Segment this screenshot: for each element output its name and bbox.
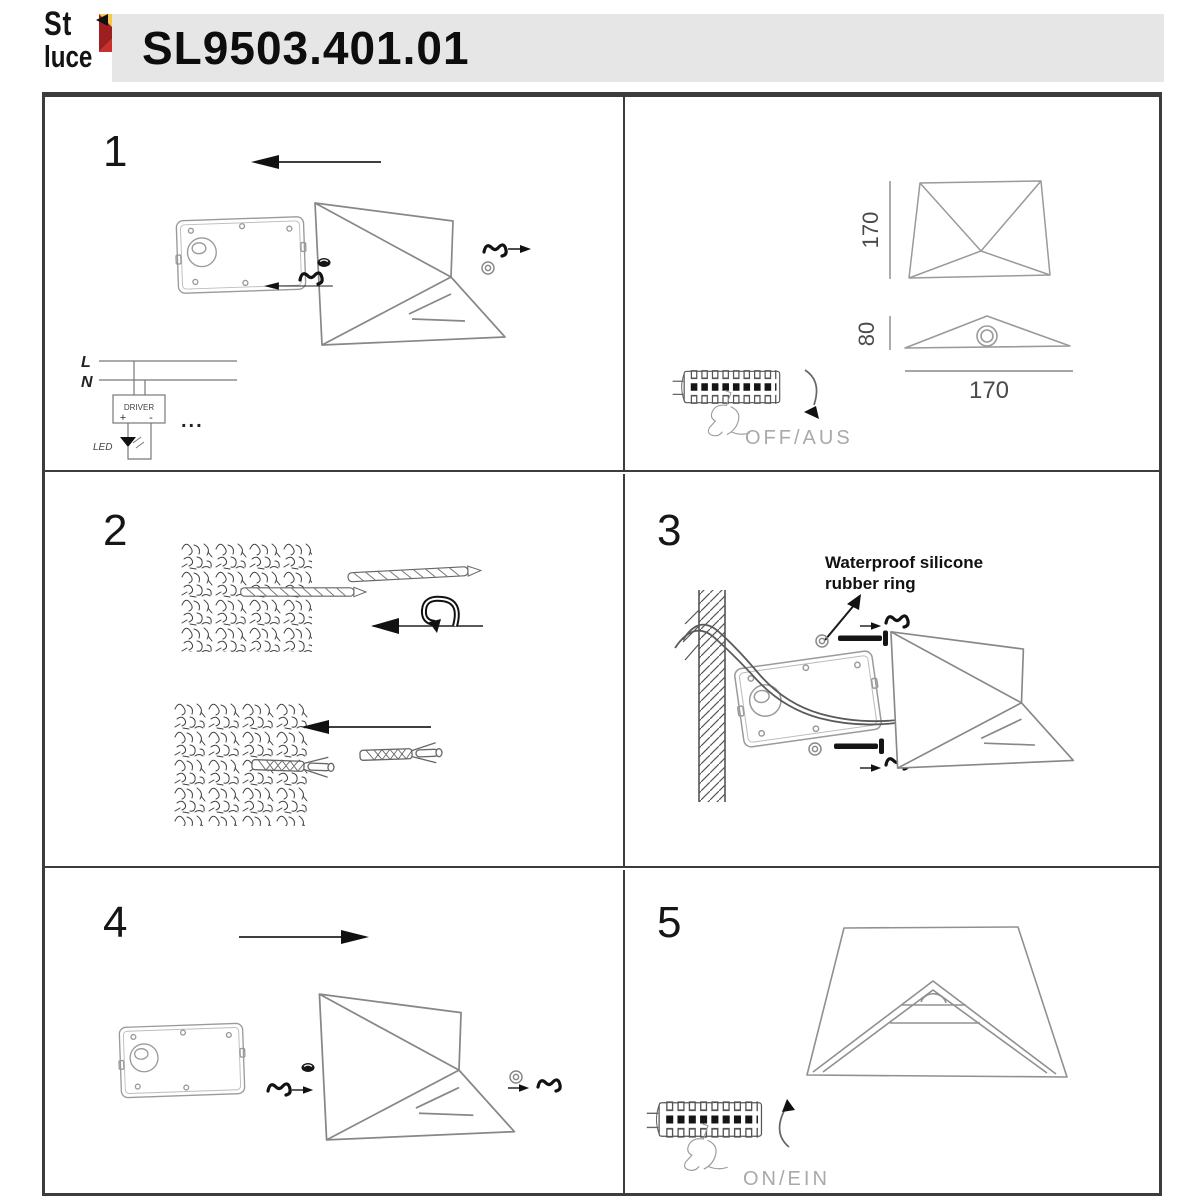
brand-logo-line1: St xyxy=(44,5,73,43)
silicone-ring-icon xyxy=(815,634,829,648)
screw-icon xyxy=(837,630,889,646)
lamp-body-side-view xyxy=(889,626,1081,772)
supply-lines xyxy=(99,361,237,380)
waterproof-note-line1: Waterproof silicone xyxy=(825,553,984,572)
brand-logo-line2: luce xyxy=(44,39,93,75)
panel-step-1 xyxy=(45,97,625,472)
dimension-line-width xyxy=(905,368,1073,374)
panel-dimensions xyxy=(625,97,1159,472)
title-bar xyxy=(112,14,1164,82)
off-label: OFF/AUS xyxy=(745,427,853,449)
brand-logo xyxy=(44,5,93,75)
arrow-right-small-icon xyxy=(507,243,533,255)
lamp-body-side-view xyxy=(317,988,523,1144)
product-code: SL9503.401.01 xyxy=(142,22,470,74)
wiring-diagram xyxy=(75,347,275,472)
step-number: 2 xyxy=(103,506,128,555)
nut-icon xyxy=(301,1062,315,1073)
step-number: 4 xyxy=(103,898,128,947)
step-number: 3 xyxy=(657,506,682,555)
on-label: ON/EIN xyxy=(743,1168,830,1190)
rotate-down-arrow-icon xyxy=(797,367,823,421)
wall-anchor xyxy=(357,740,446,767)
nut-icon xyxy=(317,257,331,268)
instruction-sheet xyxy=(42,92,1162,1196)
plus-label: + xyxy=(119,412,127,424)
screw-icon xyxy=(833,738,885,754)
dimension-width: 170 xyxy=(968,377,1010,404)
panel-step-4 xyxy=(45,870,625,1193)
arrow-right-small-icon xyxy=(291,1084,315,1096)
minus-label: - xyxy=(149,412,153,424)
wing-nut-icon xyxy=(535,1076,561,1094)
arrow-right-small-icon xyxy=(859,620,883,632)
silicone-ring-icon xyxy=(481,261,495,275)
dimension-line-height xyxy=(887,181,893,279)
panel-step-5 xyxy=(625,870,1159,1193)
drop-lines xyxy=(134,361,145,395)
waterproof-note xyxy=(825,552,983,594)
dimension-line-depth xyxy=(887,316,893,350)
drill-bit xyxy=(343,562,484,585)
lamp-front-view xyxy=(908,180,1053,280)
mounting-plate xyxy=(118,1022,246,1099)
arrow-right-small-icon xyxy=(507,1082,531,1094)
neutral-label: N xyxy=(81,374,93,391)
step-number: 5 xyxy=(657,898,682,947)
driver-label: DRIVER xyxy=(123,403,155,412)
direction-arrow-left-icon xyxy=(249,151,385,173)
wing-nut-icon xyxy=(265,1080,291,1098)
hand-icon xyxy=(681,1122,735,1182)
dimension-height: 170 xyxy=(858,211,883,249)
lamp-mounted-bottom-view xyxy=(803,926,1071,1080)
rotate-up-arrow-icon xyxy=(773,1098,799,1152)
screw-in-rotate-arrow-icon xyxy=(367,596,489,642)
panel-step-3 xyxy=(625,474,1159,868)
arrow-left-icon xyxy=(297,716,437,738)
waterproof-note-line2: rubber ring xyxy=(825,574,916,593)
arrow-right-small-icon xyxy=(859,762,883,774)
wall-anchor-inserted xyxy=(249,752,338,779)
wing-nut-icon xyxy=(297,269,323,287)
wing-nut-icon xyxy=(481,241,507,259)
led-label: LED xyxy=(93,442,113,453)
step-number: 1 xyxy=(103,127,128,176)
dimension-depth: 80 xyxy=(854,321,879,347)
direction-arrow-right-icon xyxy=(237,926,371,948)
panel-step-2 xyxy=(45,474,625,868)
silicone-ring-icon xyxy=(808,742,822,756)
live-label: L xyxy=(81,354,91,371)
drill-bit-inserted xyxy=(236,584,368,600)
ellipsis-label: ... xyxy=(181,410,204,432)
lamp-bottom-view xyxy=(903,313,1073,353)
